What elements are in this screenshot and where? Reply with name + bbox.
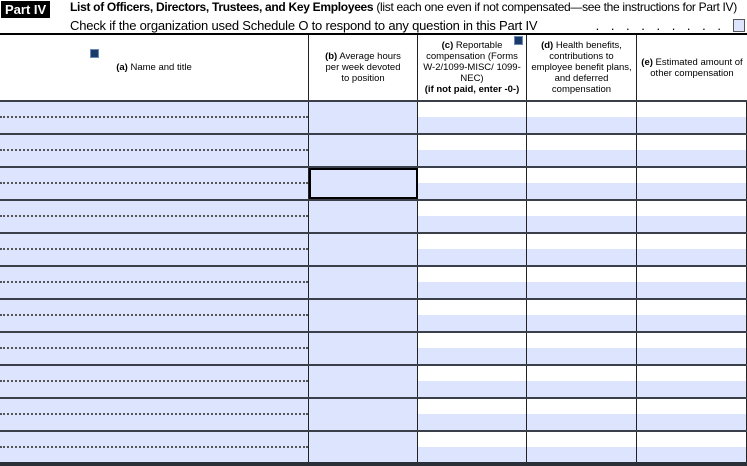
column-header-other <box>637 35 747 100</box>
lower-cell <box>637 117 746 133</box>
lower-cell <box>527 249 636 265</box>
reportable-compensation-field[interactable] <box>418 399 527 430</box>
upper-cell <box>637 432 746 447</box>
upper-cell <box>418 432 526 447</box>
lower-cell <box>418 315 526 331</box>
table-row <box>0 265 747 298</box>
hours-field[interactable] <box>309 201 418 232</box>
col-label: Health benefits, contributions to employee benefit plans, and deferred compensation <box>531 40 632 95</box>
col-label: Reportable compensation (Forms W-2/1099-MISC/ 1099-NEC) <box>423 40 521 84</box>
col-label: Estimated amount of other compensation <box>650 56 743 79</box>
name-title-field[interactable] <box>0 366 309 397</box>
divider <box>0 462 747 466</box>
column-header-compensation <box>418 35 527 100</box>
hours-field[interactable] <box>309 333 418 364</box>
table-row <box>0 166 747 199</box>
lower-cell <box>527 117 636 133</box>
table-row <box>0 100 747 133</box>
upper-cell <box>637 168 746 183</box>
lower-cell <box>527 282 636 298</box>
name-title-field[interactable] <box>0 201 309 232</box>
upper-cell <box>418 135 526 150</box>
flag-icon[interactable] <box>90 49 99 58</box>
upper-cell <box>637 135 746 150</box>
schedule-o-row <box>70 17 745 33</box>
upper-cell <box>637 333 746 348</box>
line-separator <box>0 314 308 316</box>
lower-cell <box>527 381 636 397</box>
hours-field[interactable] <box>309 267 418 298</box>
reportable-compensation-field[interactable] <box>418 201 527 232</box>
reportable-compensation-field[interactable] <box>418 168 527 199</box>
lower-cell <box>418 150 526 166</box>
col-letter: (a) <box>116 62 128 73</box>
upper-cell <box>527 267 636 282</box>
hours-field[interactable] <box>309 234 418 265</box>
lower-cell <box>637 381 746 397</box>
health-benefits-field[interactable] <box>527 366 637 397</box>
lower-cell <box>418 249 526 265</box>
upper-cell <box>418 102 526 117</box>
lower-cell <box>418 216 526 232</box>
health-benefits-field[interactable] <box>527 168 637 199</box>
other-compensation-field[interactable] <box>637 300 747 331</box>
upper-cell <box>527 399 636 414</box>
other-compensation-field[interactable] <box>637 102 747 133</box>
part-title-bold: List of Officers, Directors, Trustees, and Key Employees <box>70 0 374 14</box>
hours-field[interactable] <box>309 399 418 430</box>
name-title-field[interactable] <box>0 432 309 463</box>
lower-cell <box>527 348 636 364</box>
line-separator <box>0 281 308 283</box>
name-title-field[interactable] <box>0 102 309 133</box>
lower-cell <box>418 414 526 430</box>
name-title-field[interactable] <box>0 135 309 166</box>
lower-cell <box>637 315 746 331</box>
health-benefits-field[interactable] <box>527 432 637 463</box>
part-label: Part IV <box>1 1 50 18</box>
upper-cell <box>418 234 526 249</box>
col-label: Name and title <box>127 62 192 73</box>
lower-cell <box>637 216 746 232</box>
schedule-o-checkbox[interactable] <box>733 19 745 32</box>
lower-cell <box>418 348 526 364</box>
name-title-field[interactable] <box>0 333 309 364</box>
col-label: Average hours per week devoted to position <box>325 51 401 84</box>
upper-cell <box>418 168 526 183</box>
line-separator <box>0 149 308 151</box>
reportable-compensation-field[interactable] <box>418 102 527 133</box>
reportable-compensation-field[interactable] <box>418 432 527 463</box>
upper-cell <box>637 102 746 117</box>
name-title-field[interactable] <box>0 168 309 199</box>
reportable-compensation-field[interactable] <box>418 366 527 397</box>
upper-cell <box>527 366 636 381</box>
hours-field[interactable] <box>309 432 418 463</box>
col-letter: (e) <box>641 56 653 68</box>
hours-field[interactable] <box>309 366 418 397</box>
other-compensation-field[interactable] <box>637 135 747 166</box>
table-header <box>0 35 747 100</box>
hours-field[interactable] <box>309 168 418 199</box>
lower-cell <box>637 282 746 298</box>
line-separator <box>0 446 308 448</box>
flag-icon[interactable] <box>514 36 523 45</box>
table-row <box>0 331 747 364</box>
name-title-field[interactable] <box>0 234 309 265</box>
table-row <box>0 133 747 166</box>
lower-cell <box>418 447 526 463</box>
name-title-field[interactable] <box>0 300 309 331</box>
lower-cell <box>637 249 746 265</box>
other-compensation-field[interactable] <box>637 399 747 430</box>
leader-dots: . . . . . . . . . <box>595 17 725 33</box>
health-benefits-field[interactable] <box>527 300 637 331</box>
other-compensation-field[interactable] <box>637 201 747 232</box>
upper-cell <box>527 201 636 216</box>
line-separator <box>0 347 308 349</box>
upper-cell <box>637 366 746 381</box>
col-letter: (d) <box>541 40 554 51</box>
upper-cell <box>527 234 636 249</box>
lower-cell <box>418 117 526 133</box>
line-separator <box>0 182 308 184</box>
reportable-compensation-field[interactable] <box>418 135 527 166</box>
health-benefits-field[interactable] <box>527 234 637 265</box>
health-benefits-field[interactable] <box>527 102 637 133</box>
other-compensation-field[interactable] <box>637 432 747 463</box>
table-row <box>0 430 747 463</box>
line-separator <box>0 413 308 415</box>
upper-cell <box>637 399 746 414</box>
line-separator <box>0 215 308 217</box>
col-note: (if not paid, enter -0-) <box>424 84 520 95</box>
upper-cell <box>418 399 526 414</box>
table-row <box>0 298 747 331</box>
reportable-compensation-field[interactable] <box>418 300 527 331</box>
table-row <box>0 232 747 265</box>
lower-cell <box>418 183 526 199</box>
col-letter: (c) <box>441 40 454 51</box>
name-title-field[interactable] <box>0 267 309 298</box>
hours-field[interactable] <box>309 102 418 133</box>
other-compensation-field[interactable] <box>637 234 747 265</box>
upper-cell <box>637 234 746 249</box>
lower-cell <box>527 183 636 199</box>
col-letter: (b) <box>325 51 338 62</box>
column-header-name <box>0 35 309 100</box>
lower-cell <box>637 183 746 199</box>
line-separator <box>0 116 308 118</box>
upper-cell <box>418 267 526 282</box>
other-compensation-field[interactable] <box>637 366 747 397</box>
upper-cell <box>527 135 636 150</box>
upper-cell <box>637 201 746 216</box>
upper-cell <box>527 102 636 117</box>
other-compensation-field[interactable] <box>637 168 747 199</box>
lower-cell <box>637 414 746 430</box>
upper-cell <box>418 300 526 315</box>
lower-cell <box>637 150 746 166</box>
line-separator <box>0 248 308 250</box>
lower-cell <box>637 447 746 463</box>
reportable-compensation-field[interactable] <box>418 234 527 265</box>
table-row <box>0 397 747 430</box>
other-compensation-field[interactable] <box>637 267 747 298</box>
upper-cell <box>418 201 526 216</box>
reportable-compensation-field[interactable] <box>418 267 527 298</box>
lower-cell <box>527 447 636 463</box>
hours-field[interactable] <box>309 300 418 331</box>
line-separator <box>0 380 308 382</box>
upper-cell <box>527 432 636 447</box>
reportable-compensation-field[interactable] <box>418 333 527 364</box>
upper-cell <box>527 168 636 183</box>
upper-cell <box>637 267 746 282</box>
health-benefits-field[interactable] <box>527 201 637 232</box>
upper-cell <box>418 333 526 348</box>
hours-field[interactable] <box>309 135 418 166</box>
column-header-hours <box>309 35 418 100</box>
health-benefits-field[interactable] <box>527 333 637 364</box>
lower-cell <box>527 216 636 232</box>
lower-cell <box>418 282 526 298</box>
health-benefits-field[interactable] <box>527 399 637 430</box>
column-header-benefits <box>527 35 637 100</box>
table-row <box>0 364 747 397</box>
upper-cell <box>637 300 746 315</box>
upper-cell <box>527 300 636 315</box>
lower-cell <box>527 414 636 430</box>
name-title-field[interactable] <box>0 399 309 430</box>
lower-cell <box>527 315 636 331</box>
lower-cell <box>637 348 746 364</box>
lower-cell <box>527 150 636 166</box>
upper-cell <box>418 366 526 381</box>
other-compensation-field[interactable] <box>637 333 747 364</box>
schedule-o-text: Check if the organization used Schedule O to respond to any question in this Part IV <box>70 17 538 33</box>
health-benefits-field[interactable] <box>527 135 637 166</box>
part-title <box>70 0 737 16</box>
health-benefits-field[interactable] <box>527 267 637 298</box>
part-title-instructions: (list each one even if not compensated—see the instructions for Part IV) <box>373 0 737 14</box>
upper-cell <box>527 333 636 348</box>
lower-cell <box>418 381 526 397</box>
table-row <box>0 199 747 232</box>
